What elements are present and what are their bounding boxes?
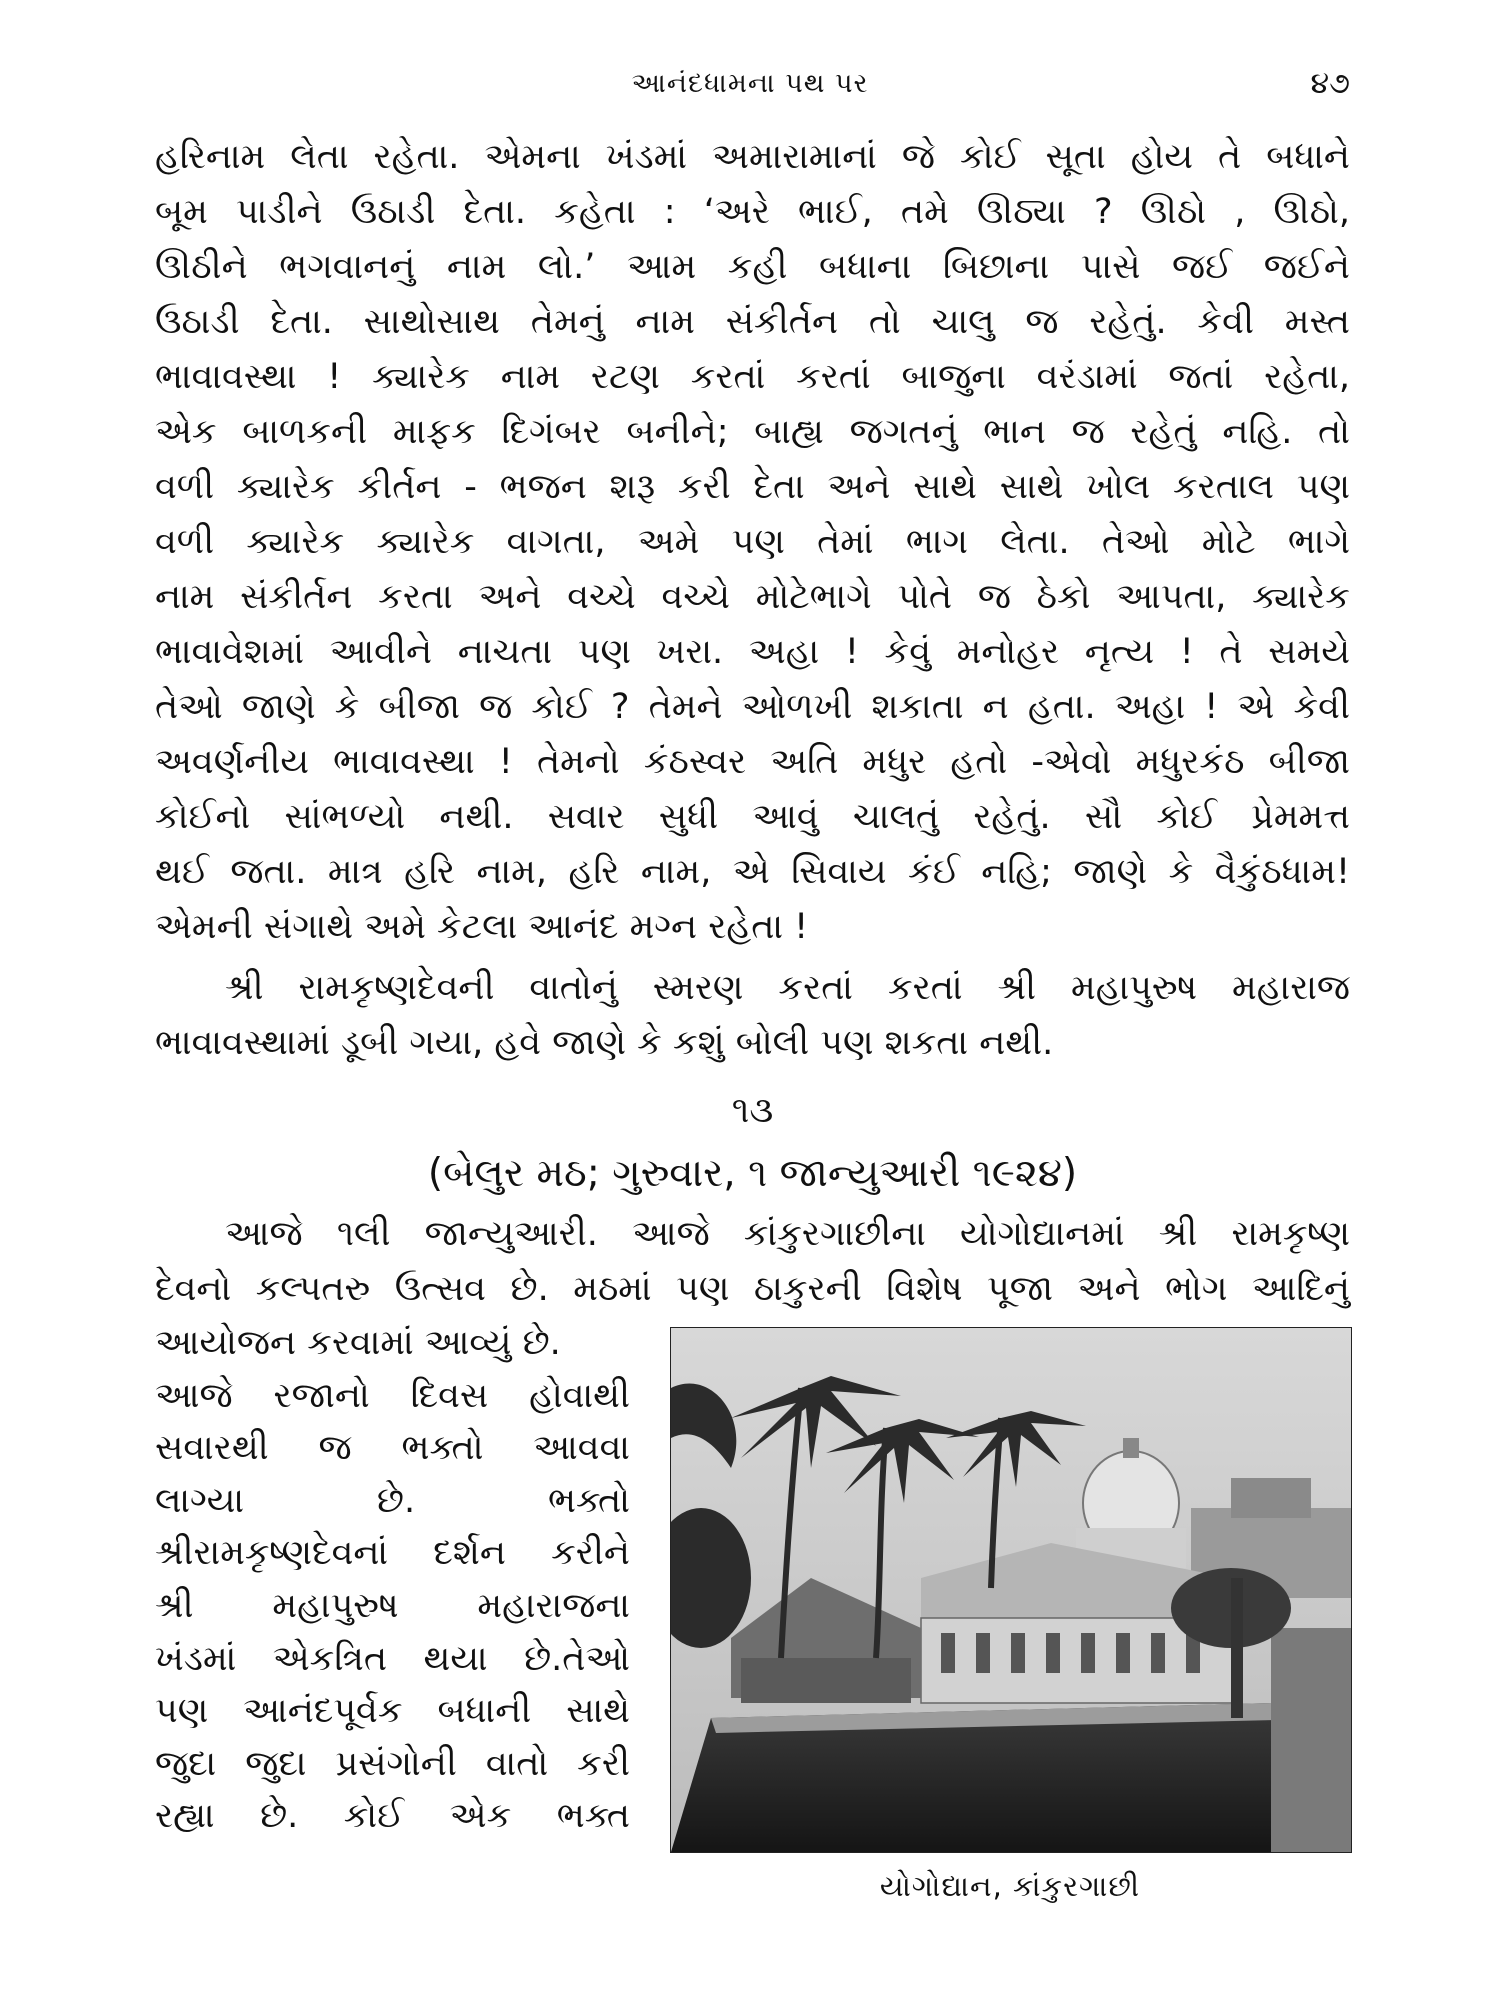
text-line: વળી ક્યારેક ક્યારેક વાગતા, અમે પણ તેમાં ભાગ લેતા. તેઓ મોટે ભાગે	[155, 522, 1350, 562]
text-line: ભાવાવસ્થા ! ક્યારેક નામ રટણ કરતાં કરતાં બાજુના વરંડામાં જતાં રહેતા,	[155, 357, 1350, 397]
text-line: ખંડમાં એકત્રિત થયા છે.તેઓ	[155, 1638, 630, 1679]
section-subtitle: (બેલુર મઠ; ગુરુવાર, ૧ જાન્યુઆરી ૧૯૨૪)	[427, 1151, 1078, 1196]
text-line: તેઓ જાણે કે બીજા જ કોઈ ? તેમને ઓળખી શકાતા ન હતા. અહા ! એ કેવી	[155, 687, 1350, 727]
text-line: લાગ્યા છે. ભક્તો	[155, 1480, 630, 1521]
text-line: શ્રી રામકૃષ્ણદેવની વાતોનું સ્મરણ કરતાં કરતાં શ્રી મહાપુરુષ મહારાજ	[225, 968, 1350, 1008]
text-line: આજે રજાનો દિવસ હોવાથી	[155, 1375, 630, 1416]
wrapped-text-column	[155, 1317, 630, 1843]
paragraph-1	[155, 130, 1350, 955]
header-title: આનંદધામના પથ પર	[631, 68, 869, 99]
garden-temple-photo	[670, 1327, 1352, 1853]
section-number: ૧૩	[731, 1090, 774, 1131]
figure-caption: યોગોદ્યાન, કાંકુરગાછી	[879, 1869, 1141, 1903]
text-line: થઈ જતા. માત્ર હરિ નામ, હરિ નામ, એ સિવાય કંઈ નહિ; જાણે કે વૈકુંઠધામ!	[155, 852, 1350, 892]
text-line: અવર્ણનીય ભાવાવસ્થા ! તેમનો કંઠસ્વર અતિ મધુર હતો -એવો મધુરકંઠ બીજા	[155, 742, 1350, 782]
text-line: દેવનો કલ્પતરુ ઉત્સવ છે. મઠમાં પણ ઠાકુરની વિશેષ પૂજા અને ભોગ આદિનું	[155, 1269, 1350, 1309]
text-line: બૂમ પાડીને ઉઠાડી દેતા. કહેતા : ‘અરે ભાઈ, તમે ઊઠ્યા ? ઊઠો , ઊઠો,	[155, 192, 1350, 232]
text-line: આજે ૧લી જાન્યુઆરી. આજે કાંકુરગાછીના યોગોદ્યાનમાં શ્રી રામકૃષ્ણ	[225, 1214, 1350, 1254]
running-header	[0, 62, 1500, 102]
text-line: આયોજન કરવામાં આવ્યું છે.	[155, 1323, 561, 1363]
text-line: રહ્યા છે. કોઈ એક ભક્ત	[155, 1796, 630, 1837]
text-line: શ્રી મહાપુરુષ મહારાજના	[155, 1585, 630, 1626]
figure	[670, 1327, 1350, 1904]
text-line: એક બાળકની માફક દિગંબર બનીને; બાહ્ય જગતનું ભાન જ રહેતું નહિ. તો	[155, 412, 1350, 452]
page-number: ૪૭	[1310, 66, 1350, 101]
text-line: પણ આનંદપૂર્વક બધાની સાથે	[155, 1691, 630, 1732]
text-line: સવારથી જ ભક્તો આવવા	[155, 1428, 630, 1469]
text-line: નામ સંકીર્તન કરતા અને વચ્ચે વચ્ચે મોટેભાગે પોતે જ ઠેકો આપતા, ક્યારેક	[155, 577, 1350, 617]
text-line: ભાવાવેશમાં આવીને નાચતા પણ ખરા. અહા ! કેવું મનોહર નૃત્ય ! તે સમયે	[155, 632, 1350, 672]
text-line: ભાવાવસ્થામાં ડૂબી ગયા, હવે જાણે કે કશું બોલી પણ શકતા નથી.	[155, 1023, 1054, 1063]
text-line: હરિનામ લેતા રહેતા. એમના ખંડમાં અમારામાનાં જે કોઈ સૂતા હોય તે બધાને	[155, 137, 1350, 177]
paragraph-2	[155, 961, 1350, 1071]
paragraph-3	[155, 1207, 1350, 1317]
text-line: ઉઠાડી દેતા. સાથોસાથ તેમનું નામ સંકીર્તન તો ચાલુ જ રહેતું. કેવી મસ્ત	[155, 302, 1350, 342]
body-text	[155, 130, 1350, 1903]
text-line: કોઈનો સાંભળ્યો નથી. સવાર સુધી આવું ચાલતું રહેતું. સૌ કોઈ પ્રેમમત્ત	[155, 797, 1350, 837]
text-line: જુદા જુદા પ્રસંગોની વાતો કરી	[155, 1743, 630, 1784]
text-line: ઊઠીને ભગવાનનું નામ લો.’ આમ કહી બધાના બિછાના પાસે જઈ જઈને	[155, 247, 1350, 287]
text-line: શ્રીરામકૃષ્ણદેવનાં દર્શન કરીને	[155, 1533, 630, 1574]
text-line: એમની સંગાથે અમે કેટલા આનંદ મગ્ન રહેતા !	[155, 907, 809, 947]
text-line: વળી ક્યારેક કીર્તન - ભજન શરૂ કરી દેતા અને સાથે સાથે ખોલ કરતાલ પણ	[155, 467, 1350, 507]
